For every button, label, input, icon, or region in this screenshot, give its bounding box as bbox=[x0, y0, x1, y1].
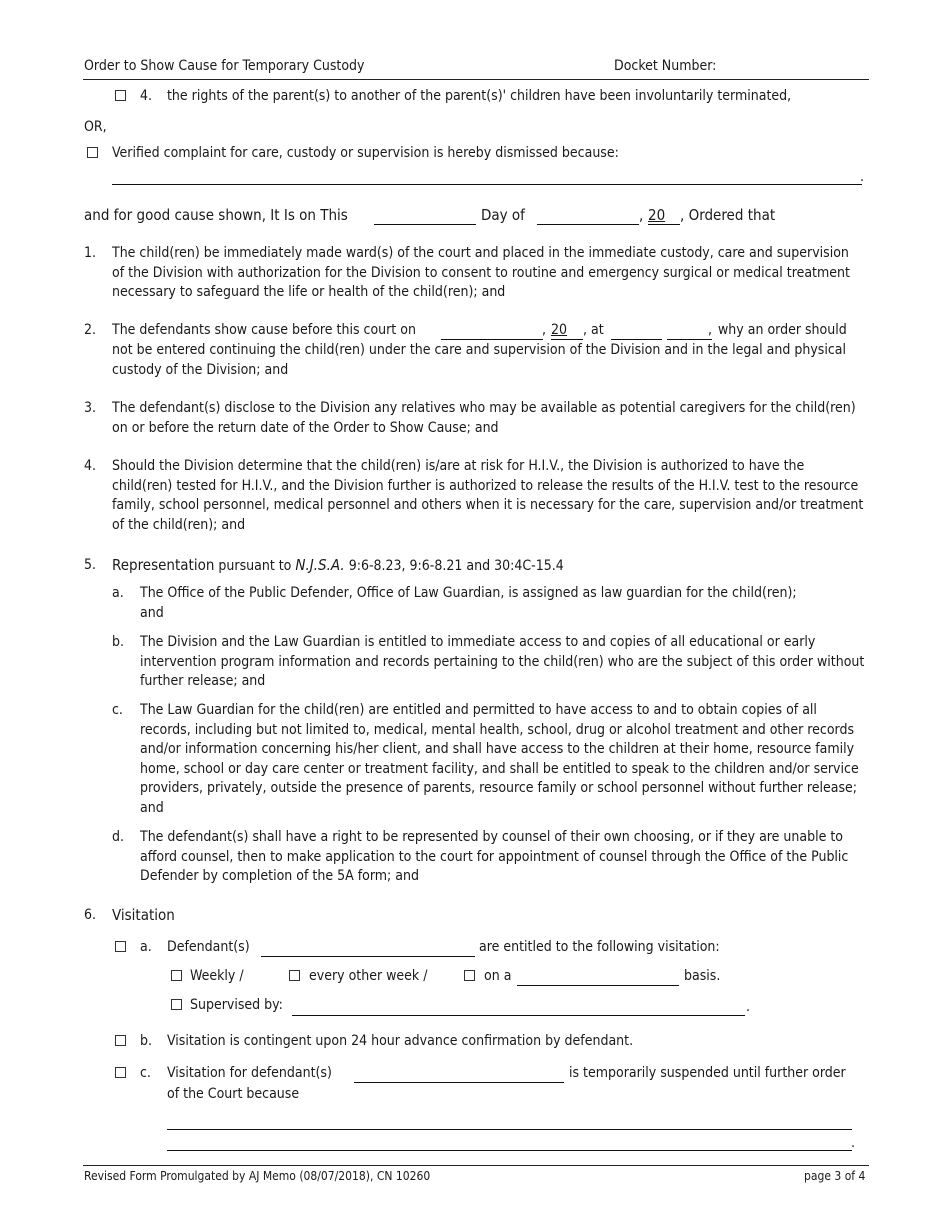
or-label: OR, bbox=[84, 119, 107, 135]
item4-text: the rights of the parent(s) to another of the parent(s)' children have been involuntarily terminated, bbox=[167, 88, 792, 104]
month-blank[interactable] bbox=[537, 224, 639, 225]
dismiss-period: . bbox=[860, 169, 864, 185]
order-6a-defendants: Defendant(s) bbox=[167, 939, 250, 955]
order-2-number: 2. bbox=[84, 322, 97, 338]
on-a-basis-checkbox[interactable] bbox=[464, 970, 475, 981]
item4-number: 4. bbox=[140, 88, 153, 104]
show-cause-time-blank[interactable] bbox=[611, 339, 662, 340]
order-6-number: 6. bbox=[84, 907, 97, 923]
every-other-week-checkbox[interactable] bbox=[289, 970, 300, 981]
header-rule bbox=[83, 79, 869, 80]
order-5a-letter: a. bbox=[112, 585, 124, 601]
weekly-label: Weekly / bbox=[190, 968, 244, 984]
year-blank[interactable] bbox=[648, 224, 680, 225]
order-6c-text-a: Visitation for defendant(s) bbox=[167, 1065, 332, 1081]
suspension-reason-line-2[interactable] bbox=[167, 1150, 852, 1151]
supervised-period: . bbox=[746, 999, 750, 1015]
good-cause-text: and for good cause shown, It Is on This bbox=[84, 206, 348, 224]
order-5d-text: The defendant(s) shall have a right to be represented by counsel of their own choosing, or if they are unable to afford counsel, then to make application to the court for appointment of counsel through the Office of the Public Defender by completion of the 5A form; and bbox=[140, 829, 849, 884]
order-2-year: 20 bbox=[551, 322, 568, 338]
order-5-number: 5. bbox=[84, 557, 97, 573]
suspension-period: . bbox=[851, 1135, 855, 1151]
dismiss-reason-line[interactable] bbox=[112, 184, 862, 185]
basis-label: basis. bbox=[684, 968, 721, 984]
supervised-by-label: Supervised by: bbox=[190, 997, 283, 1013]
every-other-week-label: every other week / bbox=[309, 968, 428, 984]
visitation-heading: Visitation bbox=[112, 906, 175, 924]
order-6c-text-c: of the Court because bbox=[167, 1086, 300, 1102]
order-6c-letter: c. bbox=[140, 1065, 151, 1081]
ordered-that: , Ordered that bbox=[680, 206, 776, 224]
order-2-comma: , bbox=[542, 322, 546, 338]
visitation-c-checkbox[interactable] bbox=[115, 1067, 126, 1078]
order-6a-entitled: are entitled to the following visitation: bbox=[479, 939, 720, 955]
representation-heading: Representation bbox=[112, 556, 215, 574]
suspension-reason-line-1[interactable] bbox=[167, 1129, 852, 1130]
order-5d-letter: d. bbox=[112, 829, 124, 845]
order-2-text-a: The defendants show cause before this court on bbox=[112, 322, 416, 338]
supervised-checkbox[interactable] bbox=[171, 999, 182, 1010]
order-6c-text-b: is temporarily suspended until further order bbox=[569, 1065, 846, 1081]
dismiss-text: Verified complaint for care, custody or supervision is hereby dismissed because: bbox=[112, 145, 619, 161]
order-3-number: 3. bbox=[84, 400, 97, 416]
day-of-label: Day of bbox=[481, 206, 525, 224]
order-1-text: The child(ren) be immediately made ward(s) of the court and placed in the immediate custody, care and supervision of the Division with authorization for the Division to consent to routine and emergency surgical or medical treatment necessary to safeguard the life or health of the child(ren); and bbox=[112, 245, 850, 300]
supervised-by-blank[interactable] bbox=[292, 1015, 745, 1016]
item4-checkbox[interactable] bbox=[115, 90, 126, 101]
footer-rule bbox=[83, 1165, 869, 1166]
show-cause-year-blank[interactable] bbox=[551, 339, 583, 340]
order-5c-letter: c. bbox=[112, 702, 123, 718]
order-6b-text: Visitation is contingent upon 24 hour advance confirmation by defendant. bbox=[167, 1033, 634, 1049]
order-2-comma-2: , bbox=[708, 322, 712, 338]
order-2-at: , at bbox=[583, 322, 604, 338]
pursuant-to: pursuant to bbox=[218, 558, 292, 574]
order-6b-letter: b. bbox=[140, 1033, 152, 1049]
visitation-basis-blank[interactable] bbox=[517, 985, 679, 986]
show-cause-date-blank[interactable] bbox=[441, 339, 543, 340]
order-6a-letter: a. bbox=[140, 939, 152, 955]
year-prefix: 20 bbox=[648, 206, 666, 224]
day-blank[interactable] bbox=[374, 224, 476, 225]
visitation-b-checkbox[interactable] bbox=[115, 1035, 126, 1046]
statute-name: N.J.S.A. bbox=[295, 556, 345, 574]
weekly-checkbox[interactable] bbox=[171, 970, 182, 981]
date-comma: , bbox=[639, 206, 644, 224]
order-4-number: 4. bbox=[84, 458, 97, 474]
visitation-a-checkbox[interactable] bbox=[115, 941, 126, 952]
docket-number-label: Docket Number: bbox=[614, 58, 717, 74]
suspended-defendants-blank[interactable] bbox=[354, 1082, 564, 1083]
statute-sections: 9:6-8.23, 9:6-8.21 and 30:4C-15.4 bbox=[348, 558, 564, 574]
show-cause-ampm-blank[interactable] bbox=[667, 339, 712, 340]
visitation-defendants-blank[interactable] bbox=[261, 956, 475, 957]
order-5b-letter: b. bbox=[112, 634, 124, 650]
order-5a-text: The Office of the Public Defender, Office of Law Guardian, is assigned as law guardian for the child(ren); and bbox=[140, 585, 797, 621]
on-a-label: on a bbox=[484, 968, 512, 984]
form-title: Order to Show Cause for Temporary Custody bbox=[84, 58, 365, 74]
order-2-text-c: not be entered continuing the child(ren) under the care and supervision of the Division and in the legal and physical custody of the Division; and bbox=[112, 342, 846, 378]
page-number: page 3 of 4 bbox=[804, 1169, 866, 1183]
order-5-heading bbox=[112, 556, 564, 577]
revised-form-note: Revised Form Promulgated by AJ Memo (08/07/2018), CN 10260 bbox=[84, 1169, 431, 1183]
order-1-number: 1. bbox=[84, 245, 97, 261]
dismiss-checkbox[interactable] bbox=[87, 147, 98, 158]
order-2-text-b: why an order should bbox=[718, 322, 847, 338]
order-5c-text: The Law Guardian for the child(ren) are entitled and permitted to have access to and to obtain copies of all records, including but not limited to, medical, mental health, school, drug or alcohol treatment and other records and/or information concerning his/her client, and shall have access to the children at their home, resource family home, school or day care center or treatment facility, and shall be entitled to speak to the children and/or service providers, privately, outside the presence of parents, resource family or school personnel without further release; and bbox=[140, 702, 859, 816]
order-4-text: Should the Division determine that the child(ren) is/are at risk for H.I.V., the Division is authorized to have the child(ren) tested for H.I.V., and the Division further is authorized to release the results of the H.I.V. test to the resource family, school personnel, medical personnel and others when it is necessary for the care, supervision and/or treatment of the child(ren); and bbox=[112, 458, 864, 533]
order-5b-text: The Division and the Law Guardian is entitled to immediate access to and copies of all educational or early intervention program information and records pertaining to the child(ren) who are the subject of this order without further release; and bbox=[140, 634, 865, 689]
order-3-text: The defendant(s) disclose to the Division any relatives who may be available as potential caregivers for the child(ren) on or before the return date of the Order to Show Cause; and bbox=[112, 400, 856, 436]
